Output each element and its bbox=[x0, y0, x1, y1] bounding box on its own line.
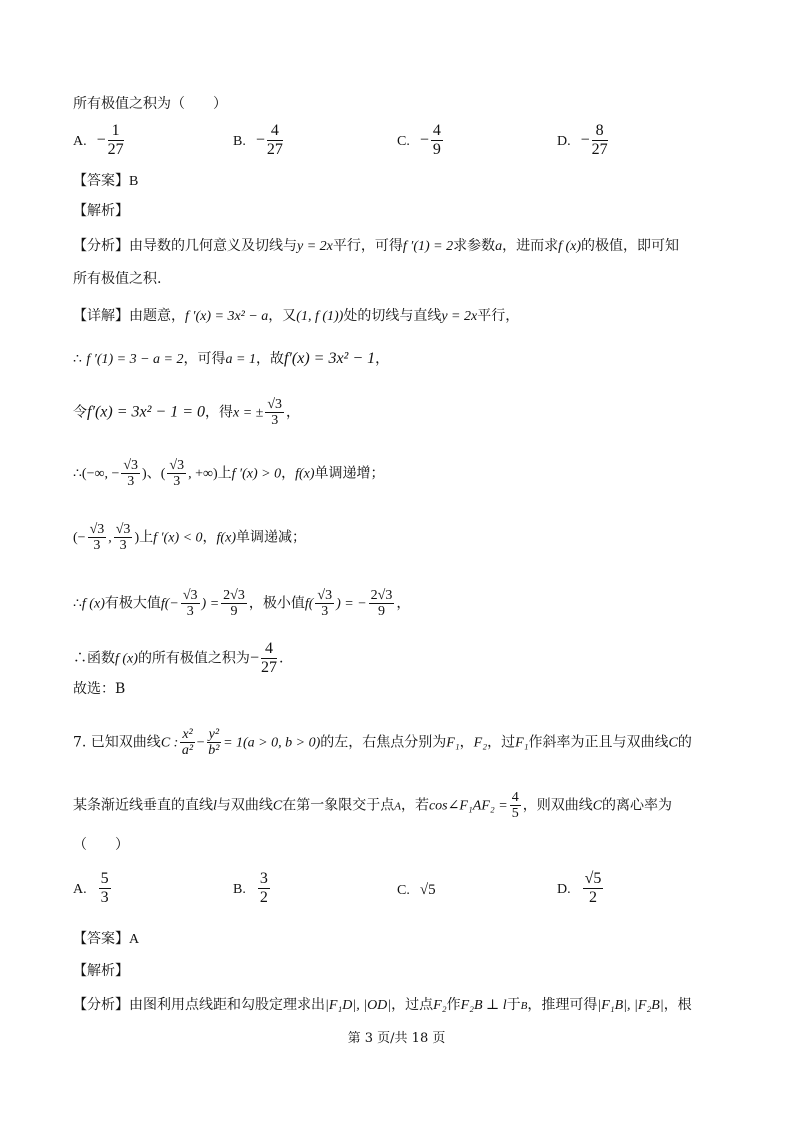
q7-stem-line2: 某条渐近线垂直的直线l与双曲线C在第一象限交于点A，若cos∠F₁AF₂ = $\frac{4}{5}$ ，则双曲线C的离心率为 bbox=[73, 790, 673, 821]
q6-analysis-heading: 【解析】 bbox=[73, 203, 129, 219]
q7-option-d: D. $\frac{√5}{2}$ bbox=[557, 870, 602, 906]
q7-option-b: B. $\frac{3}{2}$ bbox=[233, 870, 268, 906]
page-footer: 第 3 页/共 18 页 bbox=[347, 1031, 446, 1046]
q6-detail-line7: ∴函数f (x)的所有极值之积为− $\frac{4}{27}$ . bbox=[73, 640, 284, 676]
q7-stem-line1: 7. 已知双曲线C : $\frac{\text{x²}}{\text{a²}}$ − $\frac{\text{y²}}{\text{b²}}$ = 1(a > 0, b > 0)的左，右焦点分别为F₁，F₂，过F₁作斜率为正且与双曲线C的 bbox=[73, 727, 692, 758]
q7-answer: 【答案】A bbox=[73, 931, 140, 947]
q7-analysis-heading: 【解析】 bbox=[73, 963, 129, 979]
q7-stem-line3: （ ） bbox=[73, 837, 129, 853]
q6-detail-line6: ∴f (x)有极大值f(− $\frac{√3}{3}$ ) = $\frac{2√3}{9}$ ，极小值f( $\frac{√3}{3}$ ) = − $\frac{2√3}{9}$ ， bbox=[73, 588, 411, 619]
q6-fenxi-line1: 【分析】由导数的几何意义及切线与y = 2x平行，可得f ′(1) = 2求参数a，进而求f (x)的极值，即可知 bbox=[73, 238, 680, 254]
q6-detail-line1: 【详解】由题意，f ′(x) = 3x² − a，又(1, f (1))处的切线与直线y = 2x平行， bbox=[73, 308, 520, 324]
q6-detail-line5: (− $\frac{√3}{3}$ , $\frac{√3}{3}$ )上f ′(x) < 0，f(x)单调递减； bbox=[73, 522, 306, 553]
q6-detail-line2: ∴ f ′(1) = 3 − a = 2，可得a = 1，故f′(x) = 3x² − 1， bbox=[73, 350, 390, 367]
q6-option-d: D. − $\frac{8}{27}$ bbox=[557, 122, 608, 158]
q6-conclusion: 故选：B bbox=[73, 681, 126, 697]
q7-option-c: C. √5 bbox=[397, 882, 436, 898]
q7-option-a: A. $\frac{5}{3}$ bbox=[73, 870, 109, 906]
q6-detail-line3: 令f′(x) = 3x² − 1 = 0，得x = ± $\frac{√3}{3}$ ， bbox=[73, 397, 301, 428]
q6-detail-line4: ∴(−∞, − $\frac{√3}{3}$ )、( $\frac{√3}{3}$ , +∞)上f ′(x) > 0，f(x)单调递增； bbox=[73, 458, 385, 489]
q6-answer: 【答案】B bbox=[73, 173, 139, 189]
q6-stem-end: 所有极值之积为（ ） bbox=[73, 96, 227, 112]
q6-option-c: C. − $\frac{4}{9}$ bbox=[397, 122, 441, 158]
q6-option-b: B. − $\frac{4}{27}$ bbox=[233, 122, 283, 158]
q6-option-a: A. − $\frac{1}{27}$ bbox=[73, 122, 124, 158]
q6-fenxi-line2: 所有极值之积. bbox=[73, 271, 162, 287]
q7-fenxi-line1: 【分析】由图利用点线距和勾股定理求出|F₁D|, |OD|，过点F₂作F₂B ⊥ l于B，推理可得|F₁B|, |F₂B|，根 bbox=[73, 997, 692, 1013]
